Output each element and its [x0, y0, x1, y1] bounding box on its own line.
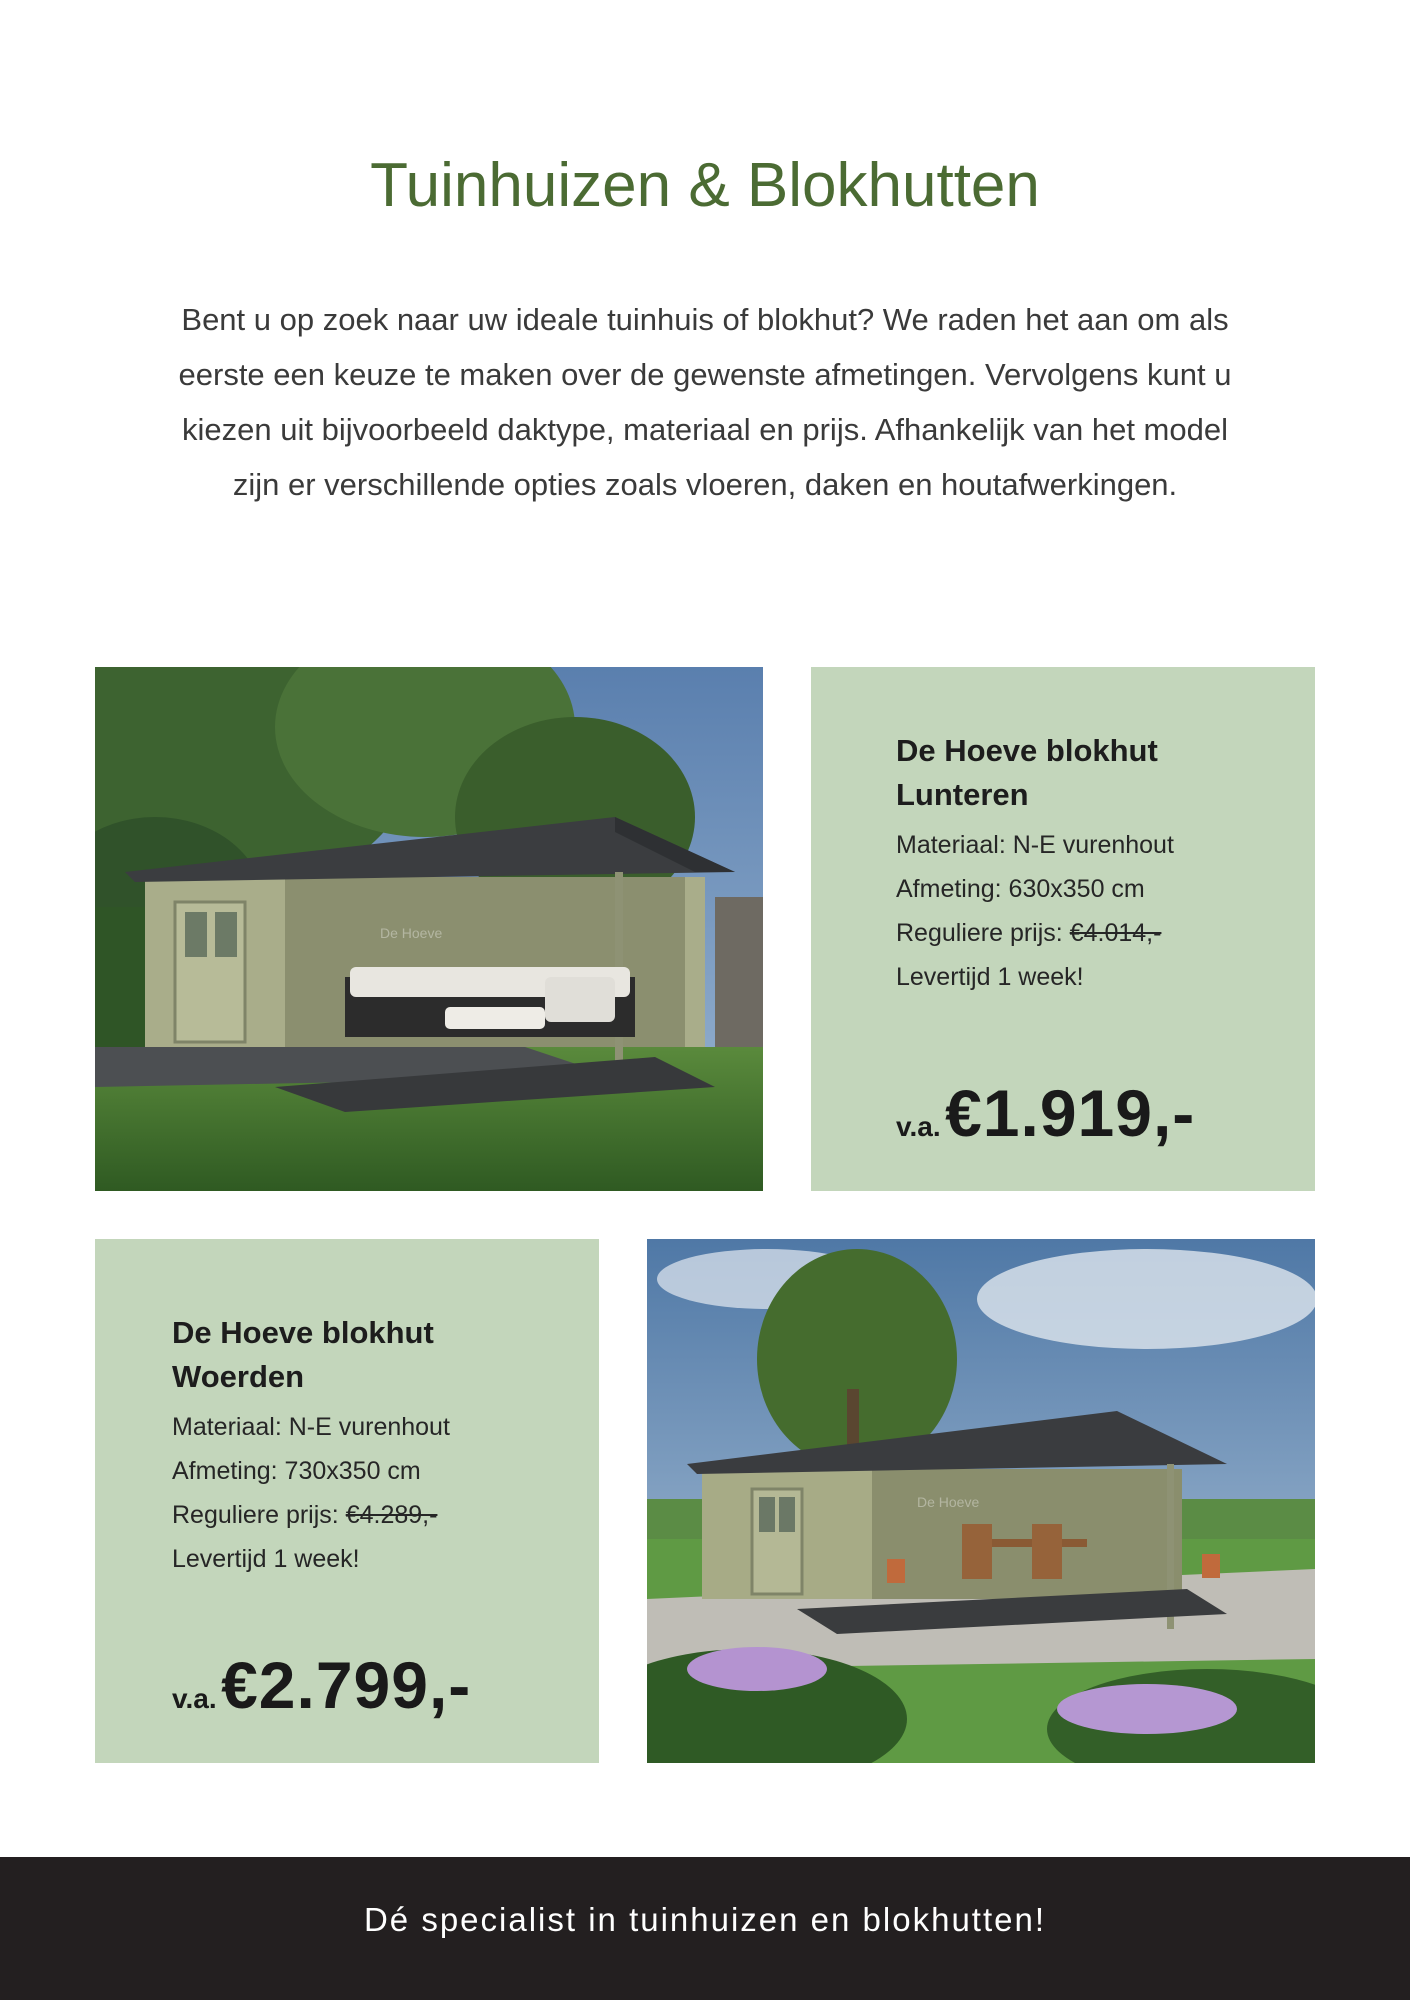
product-name	[172, 1311, 512, 1399]
product-photo-lunteren	[95, 667, 763, 1191]
footer-banner	[0, 1857, 1410, 2000]
intro-line: kiezen uit bijvoorbeeld daktype, materiaal en prijs. Afhankelijk van het model	[182, 412, 1228, 447]
regular-price-value: €4.014,-	[1069, 919, 1162, 947]
regular-price-label: Reguliere prijs:	[172, 1501, 346, 1529]
product-material: Materiaal: N-E vurenhout	[172, 1413, 450, 1441]
page-title: Tuinhuizen & Blokhutten	[370, 151, 1040, 220]
cabin-terrace-illustration	[647, 1239, 1315, 1763]
price-prefix: v.a.	[896, 1111, 941, 1142]
product-name-line: Lunteren	[896, 777, 1029, 812]
product-regular-price	[896, 911, 1315, 955]
watermark-logo: De Hoeve	[380, 925, 443, 941]
intro-paragraph	[140, 292, 1270, 512]
product-size: Afmeting: 630x350 cm	[896, 875, 1145, 903]
product-name-line: Woerden	[172, 1359, 305, 1394]
product-name-line: De Hoeve blokhut	[896, 733, 1158, 768]
footer-tagline: Dé specialist in tuinhuizen en blokhutten!	[363, 1901, 1047, 1938]
product-photo-woerden	[647, 1239, 1315, 1763]
product-card-lunteren	[811, 667, 1315, 1191]
product-material: Materiaal: N-E vurenhout	[896, 831, 1174, 859]
regular-price-label: Reguliere prijs:	[896, 919, 1070, 947]
product-price: €2.799,-	[221, 1648, 472, 1722]
product-price: €1.919,-	[945, 1076, 1196, 1150]
price-row	[172, 1647, 471, 1723]
product-delivery: Levertijd 1 week!	[172, 1545, 360, 1573]
product-size: Afmeting: 730x350 cm	[172, 1457, 421, 1485]
price-row	[896, 1075, 1195, 1151]
product-delivery: Levertijd 1 week!	[896, 963, 1084, 991]
product-name	[896, 729, 1236, 817]
watermark-logo: De Hoeve	[917, 1494, 980, 1510]
intro-line: zijn er verschillende opties zoals vloeren, daken en houtafwerkingen.	[232, 467, 1178, 502]
product-regular-price	[172, 1493, 599, 1537]
price-prefix: v.a.	[172, 1683, 217, 1714]
intro-line: Bent u op zoek naar uw ideale tuinhuis of blokhut? We raden het aan om als	[181, 302, 1229, 337]
regular-price-value: €4.289,-	[345, 1501, 438, 1529]
product-card-woerden	[95, 1239, 599, 1763]
intro-line: eerste een keuze te maken over de gewenste afmetingen. Vervolgens kunt u	[178, 357, 1232, 392]
product-name-line: De Hoeve blokhut	[172, 1315, 434, 1350]
